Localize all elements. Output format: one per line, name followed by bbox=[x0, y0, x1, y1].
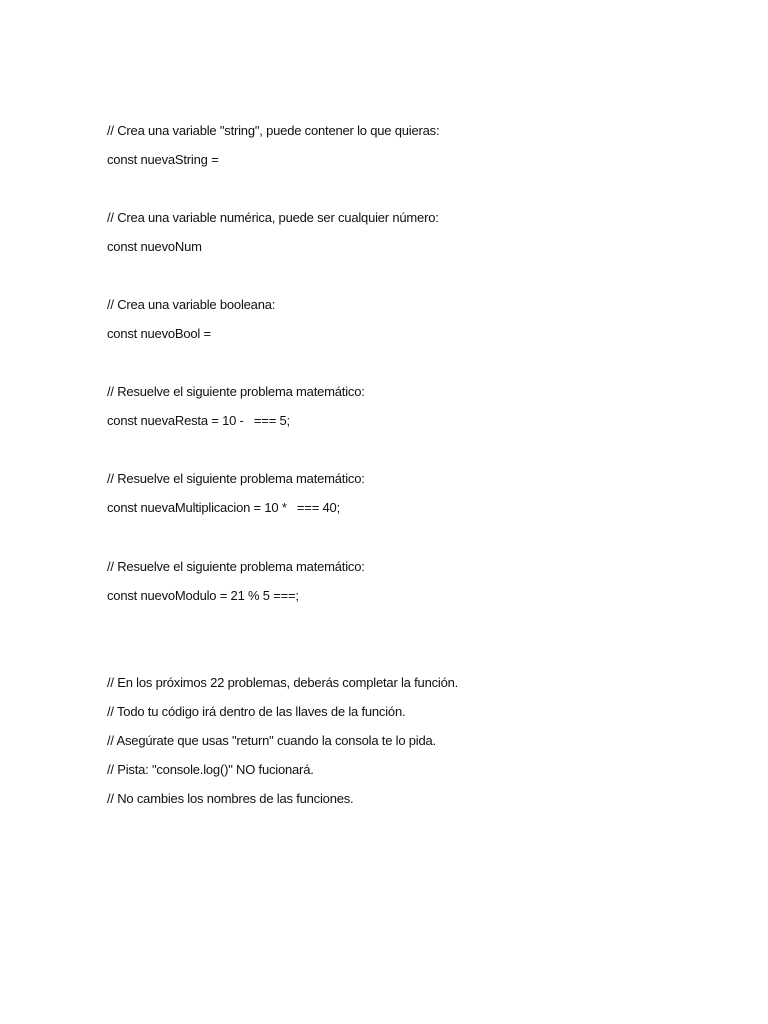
code-nuevo-bool: const nuevoBool = bbox=[107, 326, 211, 341]
comment-next-problems: // En los próximos 22 problemas, deberás completar la función. bbox=[107, 675, 459, 690]
comment-code-inside-braces: // Todo tu código irá dentro de las llaves de la función. bbox=[107, 704, 406, 719]
comment-use-return: // Asegúrate que usas "return" cuando la consola te lo pida. bbox=[107, 733, 436, 748]
code-nueva-string: const nuevaString = bbox=[107, 152, 219, 167]
comment-string-variable: // Crea una variable "string", puede contener lo que quieras: bbox=[107, 123, 440, 138]
comment-boolean-variable: // Crea una variable booleana: bbox=[107, 297, 276, 312]
code-nueva-multiplicacion: const nuevaMultiplicacion = 10 * === 40; bbox=[107, 500, 340, 515]
comment-dont-rename-functions: // No cambies los nombres de las funciones. bbox=[107, 791, 354, 806]
comment-math-problem-resta: // Resuelve el siguiente problema matemático: bbox=[107, 384, 365, 399]
code-nueva-resta: const nuevaResta = 10 - === 5; bbox=[107, 413, 290, 428]
comment-numeric-variable: // Crea una variable numérica, puede ser cualquier número: bbox=[107, 210, 439, 225]
code-nuevo-num: const nuevoNum bbox=[107, 239, 202, 254]
comment-math-problem-multiplicacion: // Resuelve el siguiente problema matemático: bbox=[107, 471, 365, 486]
comment-hint-console-log: // Pista: "console.log()" NO fucionará. bbox=[107, 762, 314, 777]
code-nuevo-modulo: const nuevoModulo = 21 % 5 ===; bbox=[107, 588, 299, 603]
comment-math-problem-modulo: // Resuelve el siguiente problema matemático: bbox=[107, 559, 365, 574]
